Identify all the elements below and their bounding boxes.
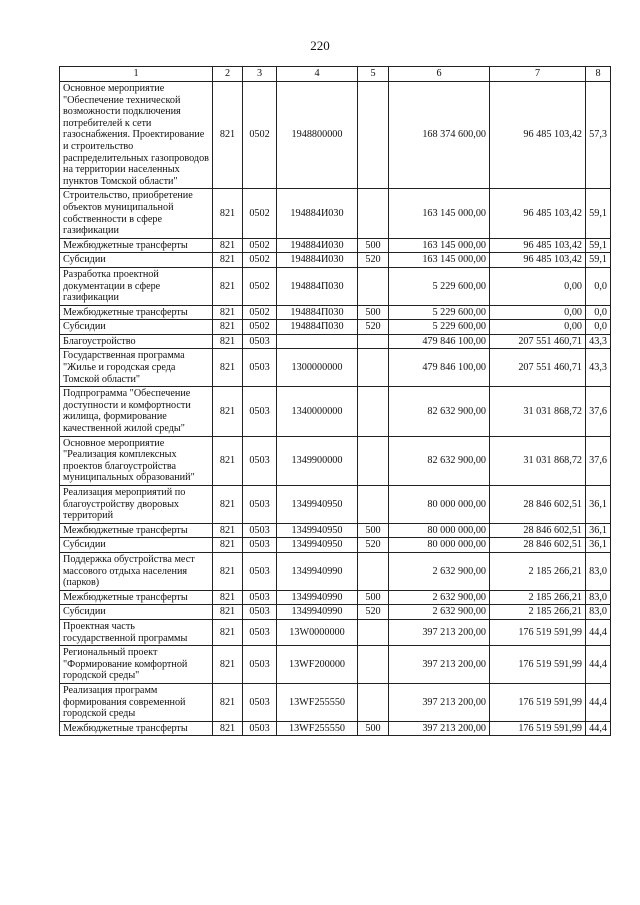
row-name-cell: Субсидии — [60, 538, 213, 553]
expense-type-cell: 500 — [358, 721, 389, 736]
section-code-cell: 0502 — [243, 238, 277, 253]
row-name-cell: Реализация программ формирования современной городской среды — [60, 683, 213, 721]
executed-amount-cell: 0,00 — [490, 320, 586, 335]
planned-amount-cell: 82 632 900,00 — [389, 387, 490, 436]
target-article-cell: 194884И030 — [277, 253, 358, 268]
section-code-cell: 0503 — [243, 436, 277, 485]
planned-amount-cell: 163 145 000,00 — [389, 253, 490, 268]
target-article-cell: 1349940950 — [277, 486, 358, 524]
executed-amount-cell: 28 846 602,51 — [490, 538, 586, 553]
planned-amount-cell: 397 213 200,00 — [389, 646, 490, 684]
target-article-cell: 1349940950 — [277, 538, 358, 553]
row-name-cell: Строительство, приобретение объектов муниципальной собственности в сфере газификации — [60, 189, 213, 238]
execution-percent-cell: 83,0 — [586, 605, 611, 620]
expense-type-cell — [358, 646, 389, 684]
planned-amount-cell: 2 632 900,00 — [389, 552, 490, 590]
header-cell: 7 — [490, 67, 586, 82]
executed-amount-cell: 176 519 591,99 — [490, 646, 586, 684]
grbs-code-cell: 821 — [213, 646, 243, 684]
row-name-cell: Государственная программа "Жилье и городская среда Томской области" — [60, 349, 213, 387]
planned-amount-cell: 5 229 600,00 — [389, 267, 490, 305]
executed-amount-cell: 207 551 460,71 — [490, 349, 586, 387]
row-name-cell: Основное мероприятие "Реализация комплексных проектов благоустройства муниципальных образований" — [60, 436, 213, 485]
table-row — [60, 349, 611, 387]
planned-amount-cell: 168 374 600,00 — [389, 82, 490, 189]
budget-table — [59, 66, 611, 736]
table-row — [60, 267, 611, 305]
expense-type-cell — [358, 82, 389, 189]
section-code-cell: 0502 — [243, 82, 277, 189]
target-article-cell: 1349940950 — [277, 523, 358, 538]
executed-amount-cell: 2 185 266,21 — [490, 590, 586, 605]
execution-percent-cell: 36,1 — [586, 538, 611, 553]
grbs-code-cell: 821 — [213, 523, 243, 538]
grbs-code-cell: 821 — [213, 267, 243, 305]
execution-percent-cell: 36,1 — [586, 486, 611, 524]
table-row — [60, 683, 611, 721]
planned-amount-cell: 80 000 000,00 — [389, 486, 490, 524]
row-name-cell: Субсидии — [60, 320, 213, 335]
executed-amount-cell: 96 485 103,42 — [490, 189, 586, 238]
target-article-cell: 194884П030 — [277, 267, 358, 305]
executed-amount-cell: 176 519 591,99 — [490, 683, 586, 721]
section-code-cell: 0502 — [243, 253, 277, 268]
grbs-code-cell: 821 — [213, 538, 243, 553]
execution-percent-cell: 83,0 — [586, 590, 611, 605]
target-article-cell: 1349940990 — [277, 590, 358, 605]
executed-amount-cell: 96 485 103,42 — [490, 253, 586, 268]
grbs-code-cell: 821 — [213, 82, 243, 189]
row-name-cell: Основное мероприятие "Обеспечение технической возможности подключения потребителей к сети газоснабжения. Проектирование и строительство распределительных газопроводов на территории населенных пунктов Томской области" — [60, 82, 213, 189]
table-row — [60, 253, 611, 268]
execution-percent-cell: 43,3 — [586, 349, 611, 387]
table-row — [60, 320, 611, 335]
header-cell: 5 — [358, 67, 389, 82]
planned-amount-cell: 80 000 000,00 — [389, 538, 490, 553]
executed-amount-cell: 31 031 868,72 — [490, 387, 586, 436]
expense-type-cell: 500 — [358, 523, 389, 538]
execution-percent-cell: 44,4 — [586, 619, 611, 645]
grbs-code-cell: 821 — [213, 619, 243, 645]
expense-type-cell — [358, 189, 389, 238]
header-cell: 6 — [389, 67, 490, 82]
row-name-cell: Межбюджетные трансферты — [60, 590, 213, 605]
target-article-cell: 13W0000000 — [277, 619, 358, 645]
executed-amount-cell: 176 519 591,99 — [490, 721, 586, 736]
expense-type-cell — [358, 349, 389, 387]
execution-percent-cell: 59,1 — [586, 189, 611, 238]
execution-percent-cell: 83,0 — [586, 552, 611, 590]
section-code-cell: 0502 — [243, 305, 277, 320]
expense-type-cell — [358, 267, 389, 305]
execution-percent-cell: 0,0 — [586, 305, 611, 320]
section-code-cell: 0503 — [243, 683, 277, 721]
row-name-cell: Региональный проект "Формирование комфортной городской среды" — [60, 646, 213, 684]
target-article-cell: 1349940990 — [277, 552, 358, 590]
execution-percent-cell: 43,3 — [586, 334, 611, 349]
execution-percent-cell: 57,3 — [586, 82, 611, 189]
table-row — [60, 523, 611, 538]
planned-amount-cell: 397 213 200,00 — [389, 683, 490, 721]
table-header-row — [60, 67, 611, 82]
row-name-cell: Разработка проектной документации в сфере газификации — [60, 267, 213, 305]
section-code-cell: 0503 — [243, 387, 277, 436]
table-row — [60, 538, 611, 553]
section-code-cell: 0503 — [243, 523, 277, 538]
execution-percent-cell: 44,4 — [586, 646, 611, 684]
target-article-cell: 1948800000 — [277, 82, 358, 189]
table-row — [60, 486, 611, 524]
target-article-cell: 1340000000 — [277, 387, 358, 436]
executed-amount-cell: 0,00 — [490, 267, 586, 305]
expense-type-cell — [358, 436, 389, 485]
section-code-cell: 0503 — [243, 552, 277, 590]
executed-amount-cell: 0,00 — [490, 305, 586, 320]
expense-type-cell: 520 — [358, 253, 389, 268]
executed-amount-cell: 176 519 591,99 — [490, 619, 586, 645]
grbs-code-cell: 821 — [213, 387, 243, 436]
planned-amount-cell: 163 145 000,00 — [389, 189, 490, 238]
expense-type-cell: 500 — [358, 238, 389, 253]
grbs-code-cell: 821 — [213, 605, 243, 620]
table-row — [60, 189, 611, 238]
section-code-cell: 0502 — [243, 320, 277, 335]
target-article-cell: 13WF255550 — [277, 683, 358, 721]
target-article-cell: 1300000000 — [277, 349, 358, 387]
row-name-cell: Межбюджетные трансферты — [60, 305, 213, 320]
table-row — [60, 238, 611, 253]
grbs-code-cell: 821 — [213, 334, 243, 349]
planned-amount-cell: 2 632 900,00 — [389, 605, 490, 620]
row-name-cell: Межбюджетные трансферты — [60, 721, 213, 736]
grbs-code-cell: 821 — [213, 305, 243, 320]
header-cell: 4 — [277, 67, 358, 82]
table-row — [60, 305, 611, 320]
table-row — [60, 334, 611, 349]
section-code-cell: 0503 — [243, 605, 277, 620]
grbs-code-cell: 821 — [213, 552, 243, 590]
expense-type-cell: 520 — [358, 605, 389, 620]
grbs-code-cell: 821 — [213, 436, 243, 485]
execution-percent-cell: 0,0 — [586, 320, 611, 335]
expense-type-cell — [358, 486, 389, 524]
target-article-cell: 13WF200000 — [277, 646, 358, 684]
expense-type-cell — [358, 387, 389, 436]
grbs-code-cell: 821 — [213, 721, 243, 736]
planned-amount-cell: 80 000 000,00 — [389, 523, 490, 538]
grbs-code-cell: 821 — [213, 238, 243, 253]
table-row — [60, 82, 611, 189]
section-code-cell: 0502 — [243, 189, 277, 238]
table-row — [60, 646, 611, 684]
row-name-cell: Благоустройство — [60, 334, 213, 349]
section-code-cell: 0503 — [243, 721, 277, 736]
execution-percent-cell: 36,1 — [586, 523, 611, 538]
expense-type-cell: 500 — [358, 590, 389, 605]
planned-amount-cell: 82 632 900,00 — [389, 436, 490, 485]
expense-type-cell — [358, 619, 389, 645]
execution-percent-cell: 0,0 — [586, 267, 611, 305]
section-code-cell: 0503 — [243, 334, 277, 349]
expense-type-cell: 520 — [358, 538, 389, 553]
row-name-cell: Субсидии — [60, 253, 213, 268]
header-cell: 3 — [243, 67, 277, 82]
executed-amount-cell: 28 846 602,51 — [490, 523, 586, 538]
executed-amount-cell: 96 485 103,42 — [490, 238, 586, 253]
section-code-cell: 0503 — [243, 619, 277, 645]
grbs-code-cell: 821 — [213, 320, 243, 335]
target-article-cell: 13WF255550 — [277, 721, 358, 736]
execution-percent-cell: 59,1 — [586, 238, 611, 253]
expense-type-cell — [358, 334, 389, 349]
row-name-cell: Подпрограмма "Обеспечение доступности и комфортности жилища, формирование качественной жилой среды" — [60, 387, 213, 436]
planned-amount-cell: 397 213 200,00 — [389, 721, 490, 736]
table-row — [60, 436, 611, 485]
expense-type-cell: 500 — [358, 305, 389, 320]
planned-amount-cell: 479 846 100,00 — [389, 334, 490, 349]
expense-type-cell — [358, 683, 389, 721]
table-body — [60, 67, 611, 736]
execution-percent-cell: 59,1 — [586, 253, 611, 268]
grbs-code-cell: 821 — [213, 683, 243, 721]
planned-amount-cell: 5 229 600,00 — [389, 320, 490, 335]
header-cell: 8 — [586, 67, 611, 82]
grbs-code-cell: 821 — [213, 189, 243, 238]
grbs-code-cell: 821 — [213, 253, 243, 268]
section-code-cell: 0503 — [243, 349, 277, 387]
row-name-cell: Межбюджетные трансферты — [60, 523, 213, 538]
row-name-cell: Реализация мероприятий по благоустройству дворовых территорий — [60, 486, 213, 524]
grbs-code-cell: 821 — [213, 349, 243, 387]
page-number: 220 — [310, 38, 330, 53]
executed-amount-cell: 207 551 460,71 — [490, 334, 586, 349]
execution-percent-cell: 37,6 — [586, 387, 611, 436]
planned-amount-cell: 163 145 000,00 — [389, 238, 490, 253]
target-article-cell: 194884И030 — [277, 189, 358, 238]
table-row — [60, 590, 611, 605]
target-article-cell — [277, 334, 358, 349]
planned-amount-cell: 397 213 200,00 — [389, 619, 490, 645]
header-cell: 1 — [60, 67, 213, 82]
section-code-cell: 0503 — [243, 486, 277, 524]
executed-amount-cell: 2 185 266,21 — [490, 605, 586, 620]
table-row — [60, 387, 611, 436]
section-code-cell: 0503 — [243, 646, 277, 684]
target-article-cell: 194884И030 — [277, 238, 358, 253]
section-code-cell: 0503 — [243, 590, 277, 605]
planned-amount-cell: 479 846 100,00 — [389, 349, 490, 387]
target-article-cell: 1349900000 — [277, 436, 358, 485]
execution-percent-cell: 37,6 — [586, 436, 611, 485]
header-cell: 2 — [213, 67, 243, 82]
section-code-cell: 0503 — [243, 538, 277, 553]
row-name-cell: Проектная часть государственной программы — [60, 619, 213, 645]
row-name-cell: Поддержка обустройства мест массового отдыха населения (парков) — [60, 552, 213, 590]
expense-type-cell — [358, 552, 389, 590]
executed-amount-cell: 28 846 602,51 — [490, 486, 586, 524]
table-row — [60, 605, 611, 620]
target-article-cell: 194884П030 — [277, 320, 358, 335]
grbs-code-cell: 821 — [213, 590, 243, 605]
section-code-cell: 0502 — [243, 267, 277, 305]
row-name-cell: Субсидии — [60, 605, 213, 620]
row-name-cell: Межбюджетные трансферты — [60, 238, 213, 253]
table-row — [60, 619, 611, 645]
table-row — [60, 721, 611, 736]
planned-amount-cell: 2 632 900,00 — [389, 590, 490, 605]
execution-percent-cell: 44,4 — [586, 683, 611, 721]
target-article-cell: 194884П030 — [277, 305, 358, 320]
grbs-code-cell: 821 — [213, 486, 243, 524]
executed-amount-cell: 96 485 103,42 — [490, 82, 586, 189]
planned-amount-cell: 5 229 600,00 — [389, 305, 490, 320]
executed-amount-cell: 31 031 868,72 — [490, 436, 586, 485]
target-article-cell: 1349940990 — [277, 605, 358, 620]
table-row — [60, 552, 611, 590]
executed-amount-cell: 2 185 266,21 — [490, 552, 586, 590]
execution-percent-cell: 44,4 — [586, 721, 611, 736]
expense-type-cell: 520 — [358, 320, 389, 335]
